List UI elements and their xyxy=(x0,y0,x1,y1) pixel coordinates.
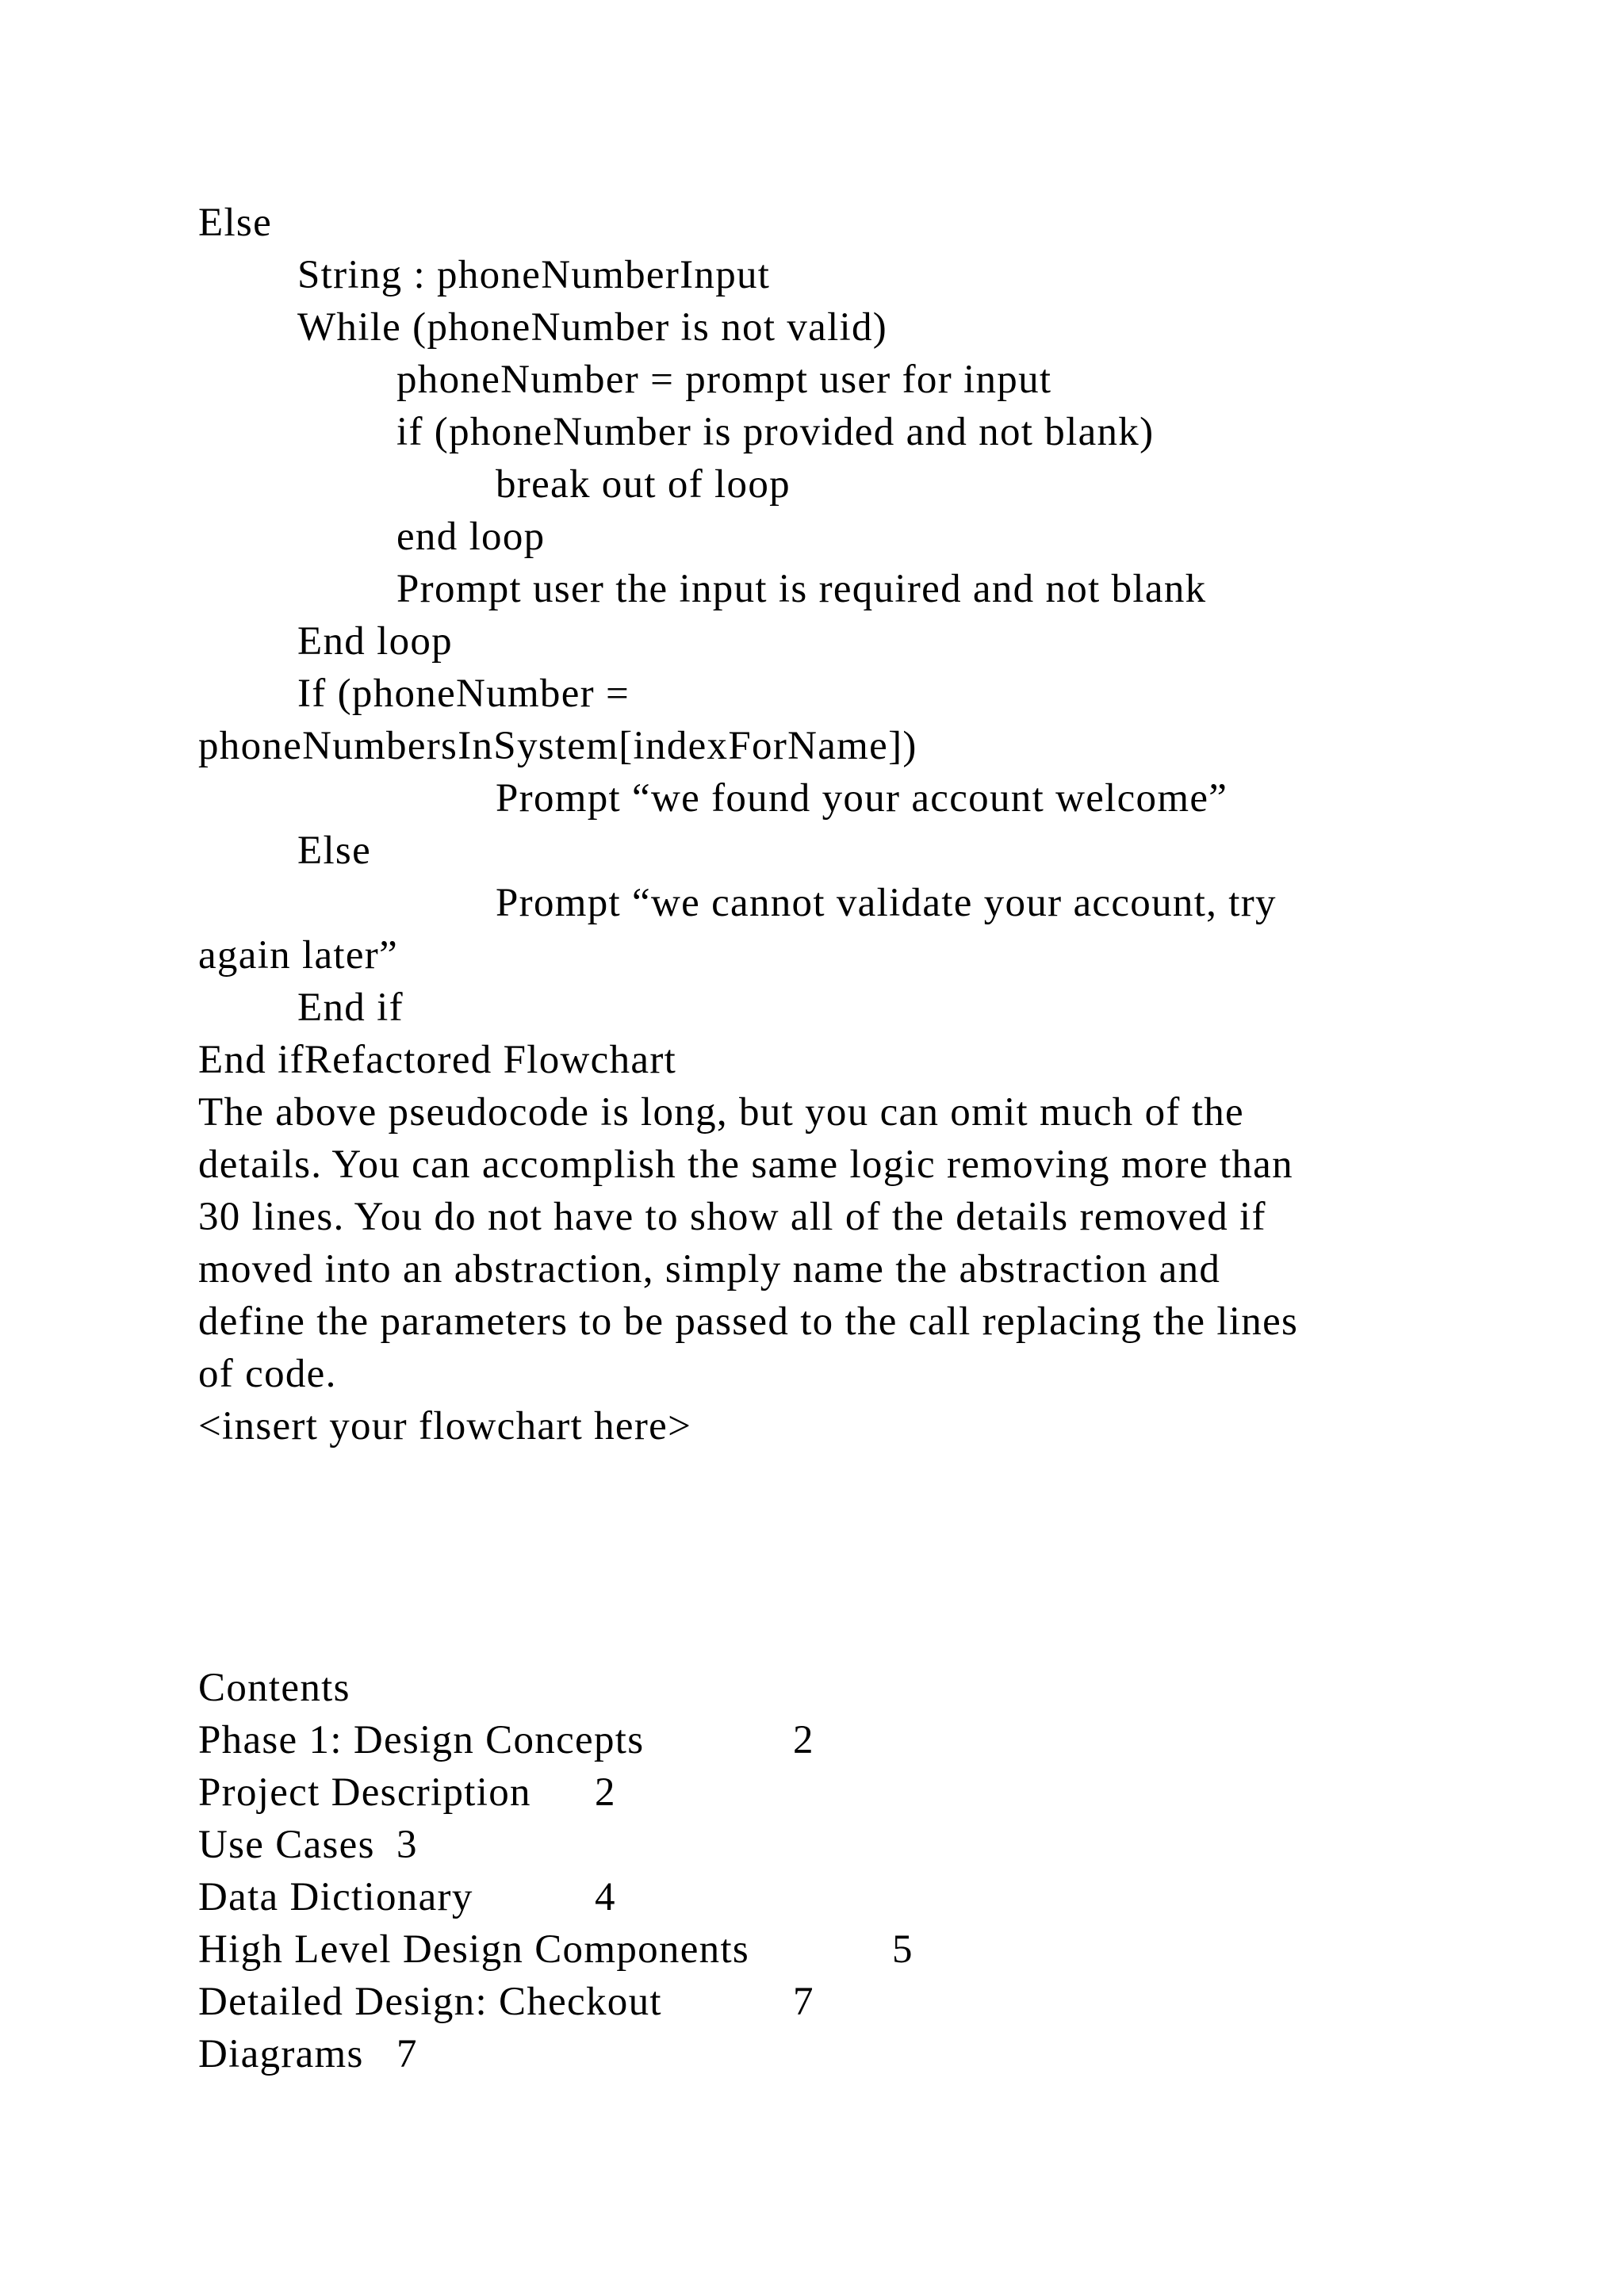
paragraph-line: of code. xyxy=(198,1352,337,1396)
code-line: break out of loop xyxy=(496,462,791,507)
toc-title: Data Dictionary xyxy=(198,1875,473,1919)
code-line: End if xyxy=(297,985,404,1030)
code-line: Else xyxy=(198,201,273,245)
code-line: again later” xyxy=(198,933,399,978)
code-line: While (phoneNumber is not valid) xyxy=(297,305,888,350)
code-line: End ifRefactored Flowchart xyxy=(198,1038,677,1082)
toc-page-number: 5 xyxy=(892,1927,914,1972)
code-line: End loop xyxy=(297,619,453,664)
paragraph-line: 30 lines. You do not have to show all of the details removed if xyxy=(198,1195,1266,1239)
code-line: if (phoneNumber is provided and not blank) xyxy=(396,410,1155,454)
code-line: phoneNumber = prompt user for input xyxy=(396,358,1052,402)
toc-page-number: 2 xyxy=(793,1718,814,1762)
code-line: Prompt “we found your account welcome” xyxy=(496,776,1228,821)
paragraph-line: The above pseudocode is long, but you can omit much of the xyxy=(198,1090,1244,1135)
paragraph-line: details. You can accomplish the same logic removing more than xyxy=(198,1142,1293,1187)
toc-title: Use Cases xyxy=(198,1823,375,1867)
toc-page-number: 7 xyxy=(793,1980,814,2024)
contents-heading: Contents xyxy=(198,1666,350,1710)
toc-title: Phase 1: Design Concepts xyxy=(198,1718,645,1762)
code-line: Else xyxy=(297,828,372,873)
toc-page-number: 4 xyxy=(595,1875,616,1919)
code-line: Prompt “we cannot validate your account, try xyxy=(496,881,1277,925)
toc-page-number: 3 xyxy=(396,1823,418,1867)
code-line: Prompt user the input is required and not blank xyxy=(396,567,1207,611)
toc-title: Diagrams xyxy=(198,2032,364,2076)
toc-title: Detailed Design: Checkout xyxy=(198,1980,662,2024)
code-line: phoneNumbersInSystem[indexForName]) xyxy=(198,724,917,768)
paragraph-line: moved into an abstraction, simply name the abstraction and xyxy=(198,1247,1221,1292)
flowchart-placeholder: <insert your flowchart here> xyxy=(198,1404,692,1448)
toc-page-number: 2 xyxy=(595,1770,616,1815)
code-line: String : phoneNumberInput xyxy=(297,253,771,297)
toc-page-number: 7 xyxy=(396,2032,418,2076)
paragraph-line: define the parameters to be passed to the call replacing the lines xyxy=(198,1299,1299,1344)
code-line: end loop xyxy=(396,515,546,559)
code-line: If (phoneNumber = xyxy=(297,672,630,716)
toc-title: High Level Design Components xyxy=(198,1927,750,1972)
toc-title: Project Description xyxy=(198,1770,531,1815)
